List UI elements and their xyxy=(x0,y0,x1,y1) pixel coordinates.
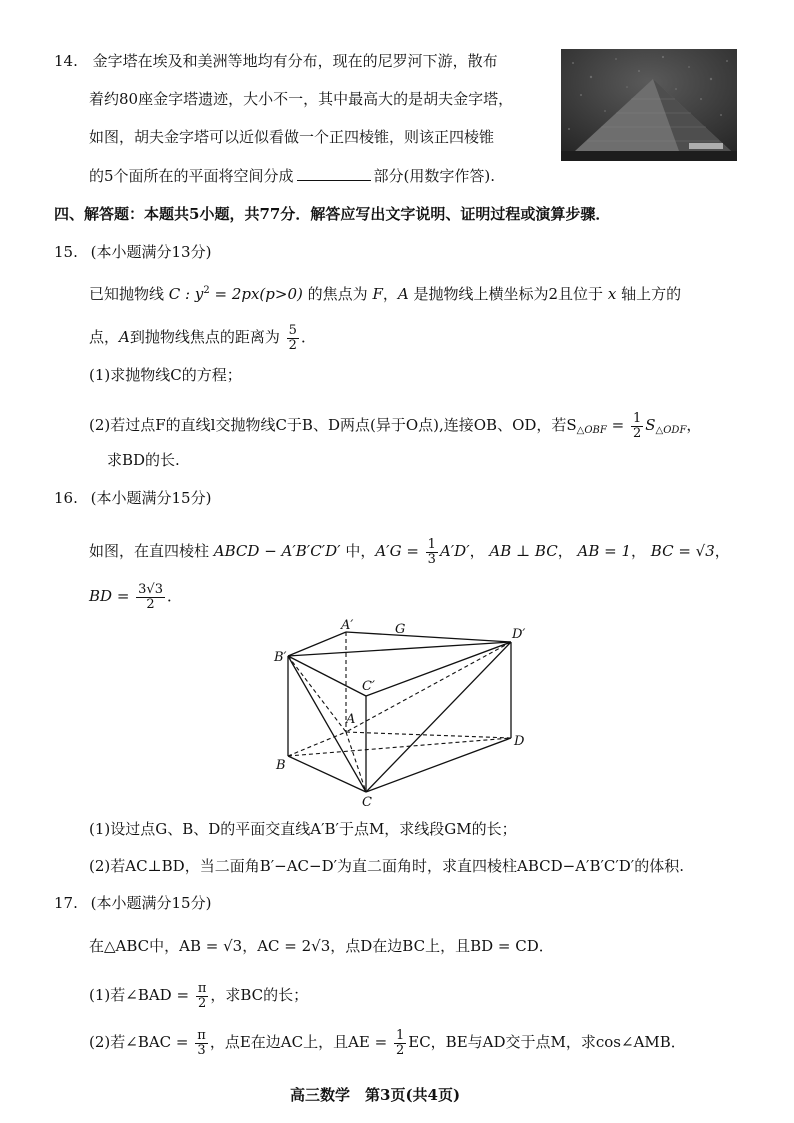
q15-s1c: = 2px(p>0) xyxy=(209,285,303,303)
q15-s1g: A xyxy=(397,285,409,303)
q16-s1f: ， xyxy=(469,542,485,561)
q17-part-1 xyxy=(89,982,308,1010)
q15-s2b: A xyxy=(119,328,130,347)
q14-text-4a: 的5个面所在的平面将空间分成 xyxy=(89,167,294,185)
q16-s1k: BC = √3 xyxy=(650,542,715,561)
q17-part-2 xyxy=(89,1029,686,1057)
q14-number: 14. xyxy=(54,52,78,70)
page-footer: 高三数学 第3页(共4页) xyxy=(290,1086,461,1104)
label-Ap: A′ xyxy=(341,618,354,633)
q17-p1a: (1)若∠BAD = xyxy=(89,986,194,1005)
fraction-1-over-3 xyxy=(426,538,438,566)
pyramid-illustration xyxy=(561,49,737,161)
frac-num: 3√3 xyxy=(138,582,163,597)
q15-s1h: 是抛物线上横坐标为2且位于 xyxy=(413,285,604,303)
frac-den: 2 xyxy=(197,995,207,1011)
q15-s1d: 的焦点为 xyxy=(307,285,368,303)
q17-p2a: (2)若∠BAC = xyxy=(89,1033,194,1052)
q15-part-2 xyxy=(89,412,701,440)
answer-blank xyxy=(297,166,371,181)
q15-s1a: 已知抛物线 xyxy=(89,285,165,303)
q15-s1b: C : y xyxy=(168,285,204,303)
fraction-1-over-2 xyxy=(394,1029,406,1057)
q16-s1d: A′G = xyxy=(375,542,424,561)
q16-part-1: (1)设过点G、B、D的平面交直线A′B′于点M，求线段GM的长； xyxy=(89,820,517,838)
q15-p2d: ， xyxy=(686,416,702,435)
q15-part-1: (1)求抛物线C的方程； xyxy=(89,366,242,384)
q15-s1f: ， xyxy=(382,285,398,303)
q16-s1l: ， xyxy=(714,542,730,561)
q17-stem: 在△ABC中，AB = √3，AC = 2√3，点D在边BC上，且BD = CD． xyxy=(89,937,554,955)
frac-num: π xyxy=(197,981,207,996)
label-G: G xyxy=(395,622,406,637)
q15-s2c: 到抛物线焦点的距离为 xyxy=(129,328,280,347)
q15-p2a: (2)若过点F的直线l交抛物线C于B、D两点(异于O点),连接OB、OD，若S xyxy=(89,416,577,435)
q16-s1a: 如图，在直四棱柱 xyxy=(89,542,210,561)
q17-p1b: ，求BC的长； xyxy=(210,986,309,1005)
frac-den: 2 xyxy=(632,425,642,441)
section-4-header: 四、解答题：本题共5小题，共77分．解答应写出文字说明、证明过程或演算步骤． xyxy=(54,205,611,223)
q16-s1i: AB = 1 xyxy=(577,542,631,561)
prism-figure xyxy=(268,618,538,810)
label-Dp: D′ xyxy=(512,627,526,642)
frac-den: 3 xyxy=(197,1042,206,1058)
q15-s1e: F xyxy=(372,285,383,303)
q15-score: (本小题满分13分) xyxy=(90,243,212,261)
label-A: A xyxy=(346,712,356,727)
q16-s1h: ， xyxy=(557,542,573,561)
segment-B-D xyxy=(288,738,511,756)
edge-Ap-Dp xyxy=(346,632,511,642)
q14-line1 xyxy=(54,52,498,70)
frac-den: 3 xyxy=(427,551,436,567)
label-Bp: B′ xyxy=(274,650,287,665)
q15-p2sub1: △OBF xyxy=(576,425,607,437)
q15-stem-2 xyxy=(89,324,316,352)
q14-text-1: 金字塔在埃及和美洲等地均有分布，现在的尼罗河下游，散布 xyxy=(92,52,498,70)
fraction-pi-over-2 xyxy=(196,982,209,1010)
q16-s1b: ABCD − A′B′C′D′ xyxy=(213,542,341,561)
q15-p2c: S xyxy=(645,416,656,435)
q16-header xyxy=(54,489,211,507)
frac-num: 1 xyxy=(632,411,642,426)
segment-Bp-A xyxy=(288,656,346,732)
q16-s2b: ． xyxy=(166,587,182,606)
q16-score: (本小题满分15分) xyxy=(90,489,212,507)
fraction-5-over-2 xyxy=(287,324,299,352)
q15-p2sub2: △ODF xyxy=(655,425,687,437)
fraction-3sqrt3-over-2 xyxy=(136,583,165,611)
q14-text-3: 如图，胡夫金字塔可以近似看做一个正四棱锥，则该正四棱锥 xyxy=(89,128,495,146)
q16-part-2: (2)若AC⊥BD，当二面角B′−AC−D′为直二面角时，求直四棱柱ABCD−A′B′C′D′的体积. xyxy=(89,857,684,875)
q16-s1e: A′D′ xyxy=(439,542,470,561)
q16-number: 16. xyxy=(54,489,78,507)
frac-num: 1 xyxy=(395,1028,405,1043)
edge-C-D xyxy=(366,738,511,792)
q17-score: (本小题满分15分) xyxy=(90,894,212,912)
frac-num: π xyxy=(197,1028,206,1043)
q15-number: 15. xyxy=(54,243,78,261)
q15-s1j: 轴上方的 xyxy=(621,285,682,303)
q16-s2a: BD = xyxy=(89,587,135,606)
frac-den: 2 xyxy=(288,337,297,353)
q17-number: 17. xyxy=(54,894,78,912)
q16-s1j: ， xyxy=(631,542,647,561)
label-Cp: C′ xyxy=(362,679,375,694)
pyramid-photo xyxy=(561,49,737,161)
q16-stem-2 xyxy=(89,583,182,611)
q14-line4 xyxy=(89,166,495,185)
segment-C-Dp xyxy=(366,642,511,792)
q15-s2d: ． xyxy=(300,328,316,347)
frac-num: 1 xyxy=(427,537,436,552)
q16-s1g: AB ⊥ BC xyxy=(489,542,558,561)
edge-B-C xyxy=(288,756,366,792)
frac-den: 2 xyxy=(395,1042,405,1058)
fraction-1-over-2 xyxy=(631,412,643,440)
q15-p2b: = xyxy=(606,416,629,435)
q14-text-4b: 部分(用数字作答). xyxy=(373,167,496,185)
label-B: B xyxy=(276,758,286,773)
q15-header xyxy=(54,243,211,261)
q15-s1sup: 2 xyxy=(203,285,210,296)
q17-p2c: EC，BE与AD交于点M，求cos∠AMB． xyxy=(408,1033,686,1052)
q16-stem-1 xyxy=(89,538,730,566)
label-D: D xyxy=(514,734,525,749)
q16-s1c: 中， xyxy=(345,542,376,561)
fraction-pi-over-3 xyxy=(195,1029,208,1057)
edge-A-D xyxy=(346,732,511,738)
q15-stem-1 xyxy=(89,285,681,303)
frac-den: 2 xyxy=(146,596,155,612)
label-C: C xyxy=(362,795,372,810)
frac-num: 5 xyxy=(288,323,297,338)
q14-text-2: 着约80座金字塔遗迹，大小不一，其中最高大的是胡夫金字塔， xyxy=(89,90,514,108)
q17-header xyxy=(54,894,211,912)
q15-s2a: 点， xyxy=(89,328,120,347)
q15-s1i: x xyxy=(607,285,617,303)
q17-p2b: ，点E在边AC上，且AE = xyxy=(209,1033,392,1052)
q15-part-2-cont: 求BD的长. xyxy=(107,451,180,469)
